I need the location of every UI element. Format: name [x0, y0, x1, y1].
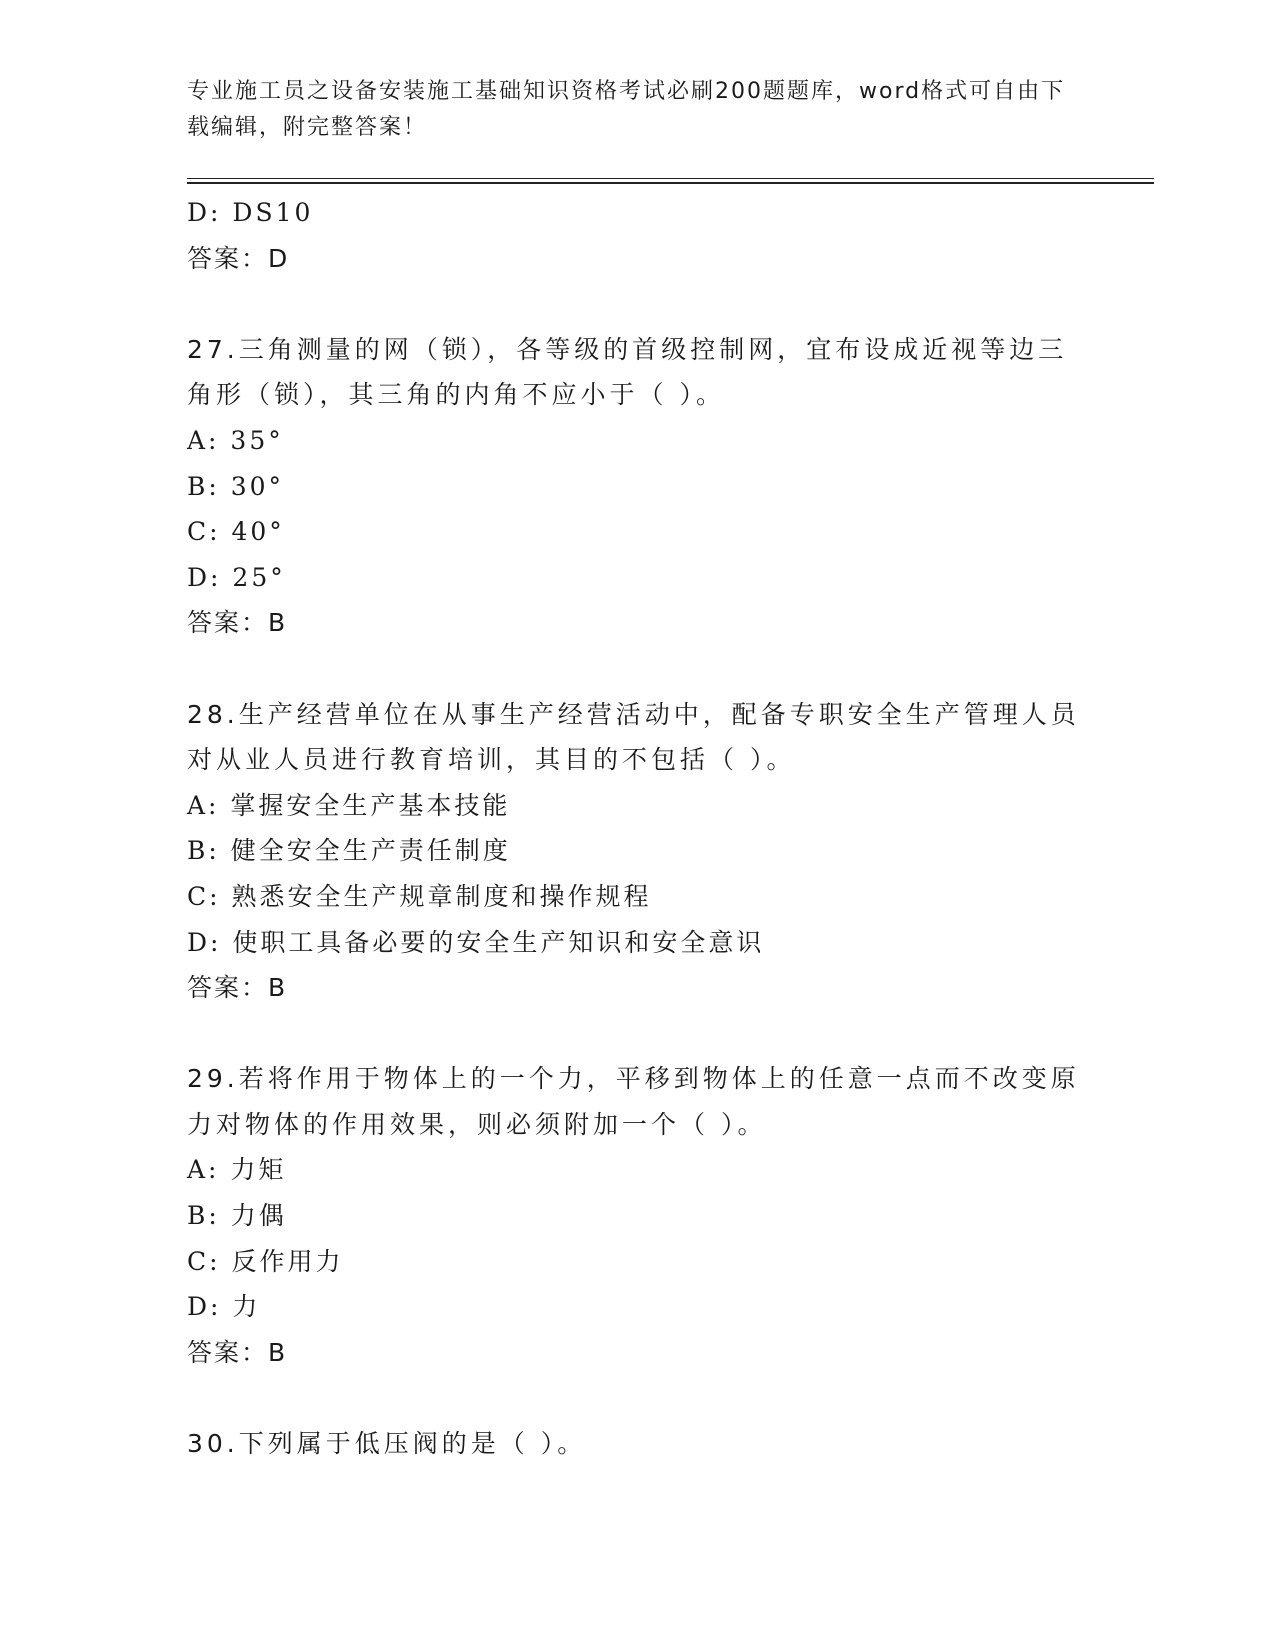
document-header: 专业施工员之设备安装施工基础知识资格考试必刷200题题库，word格式可自由下载编辑，附完整答案！ [187, 79, 1066, 140]
question-27-option-b: B: 30° [187, 471, 285, 501]
question-29-answer: 答案：B [187, 1337, 288, 1367]
question-28-option-a: A: 掌握安全生产基本技能 [187, 790, 511, 820]
answer: 答案：D [187, 243, 290, 273]
question-27-answer: 答案：B [187, 608, 288, 638]
question-27-stem: 27.三角测量的网（锁），各等级的首级控制网，宜布设成近视等边三角形（锁），其三角的内角不应小于（ ）。 [187, 334, 1068, 410]
spacer [187, 1375, 1087, 1421]
question-28-answer: 答案：B [187, 973, 288, 1003]
question-30-stem: 30.下列属于低压阀的是（ ）。 [187, 1429, 587, 1459]
question-29-option-d: D: 力 [187, 1292, 261, 1322]
question-27-option-d: D: 25° [187, 562, 286, 592]
question-27-option-a: A: 35° [187, 425, 284, 455]
question-28-option-c: C: 熟悉安全生产规章制度和操作规程 [187, 881, 652, 911]
question-29-option-a: A: 力矩 [187, 1155, 287, 1185]
question-content [187, 190, 1087, 1467]
question-27-option-c: C: 40° [187, 517, 285, 547]
header-divider [187, 178, 1154, 184]
spacer [187, 646, 1087, 692]
question-28-stem: 28.生产经营单位在从事生产经营活动中，配备专职安全生产管理人员对从业人员进行教育培训，其目的不包括（ ）。 [187, 699, 1080, 775]
option-d: D: DS10 [187, 198, 314, 227]
question-28-option-b: B: 健全安全生产责任制度 [187, 836, 511, 866]
spacer [187, 281, 1087, 327]
question-28-option-d: D: 使职工具备必要的安全生产知识和安全意识 [187, 927, 765, 957]
spacer [187, 1011, 1087, 1057]
question-29-option-b: B: 力偶 [187, 1201, 287, 1231]
question-29-option-c: C: 反作用力 [187, 1246, 344, 1276]
question-29-stem: 29.若将作用于物体上的一个力，平移到物体上的任意一点而不改变原力对物体的作用效果，则必须附加一个（ ）。 [187, 1064, 1080, 1139]
